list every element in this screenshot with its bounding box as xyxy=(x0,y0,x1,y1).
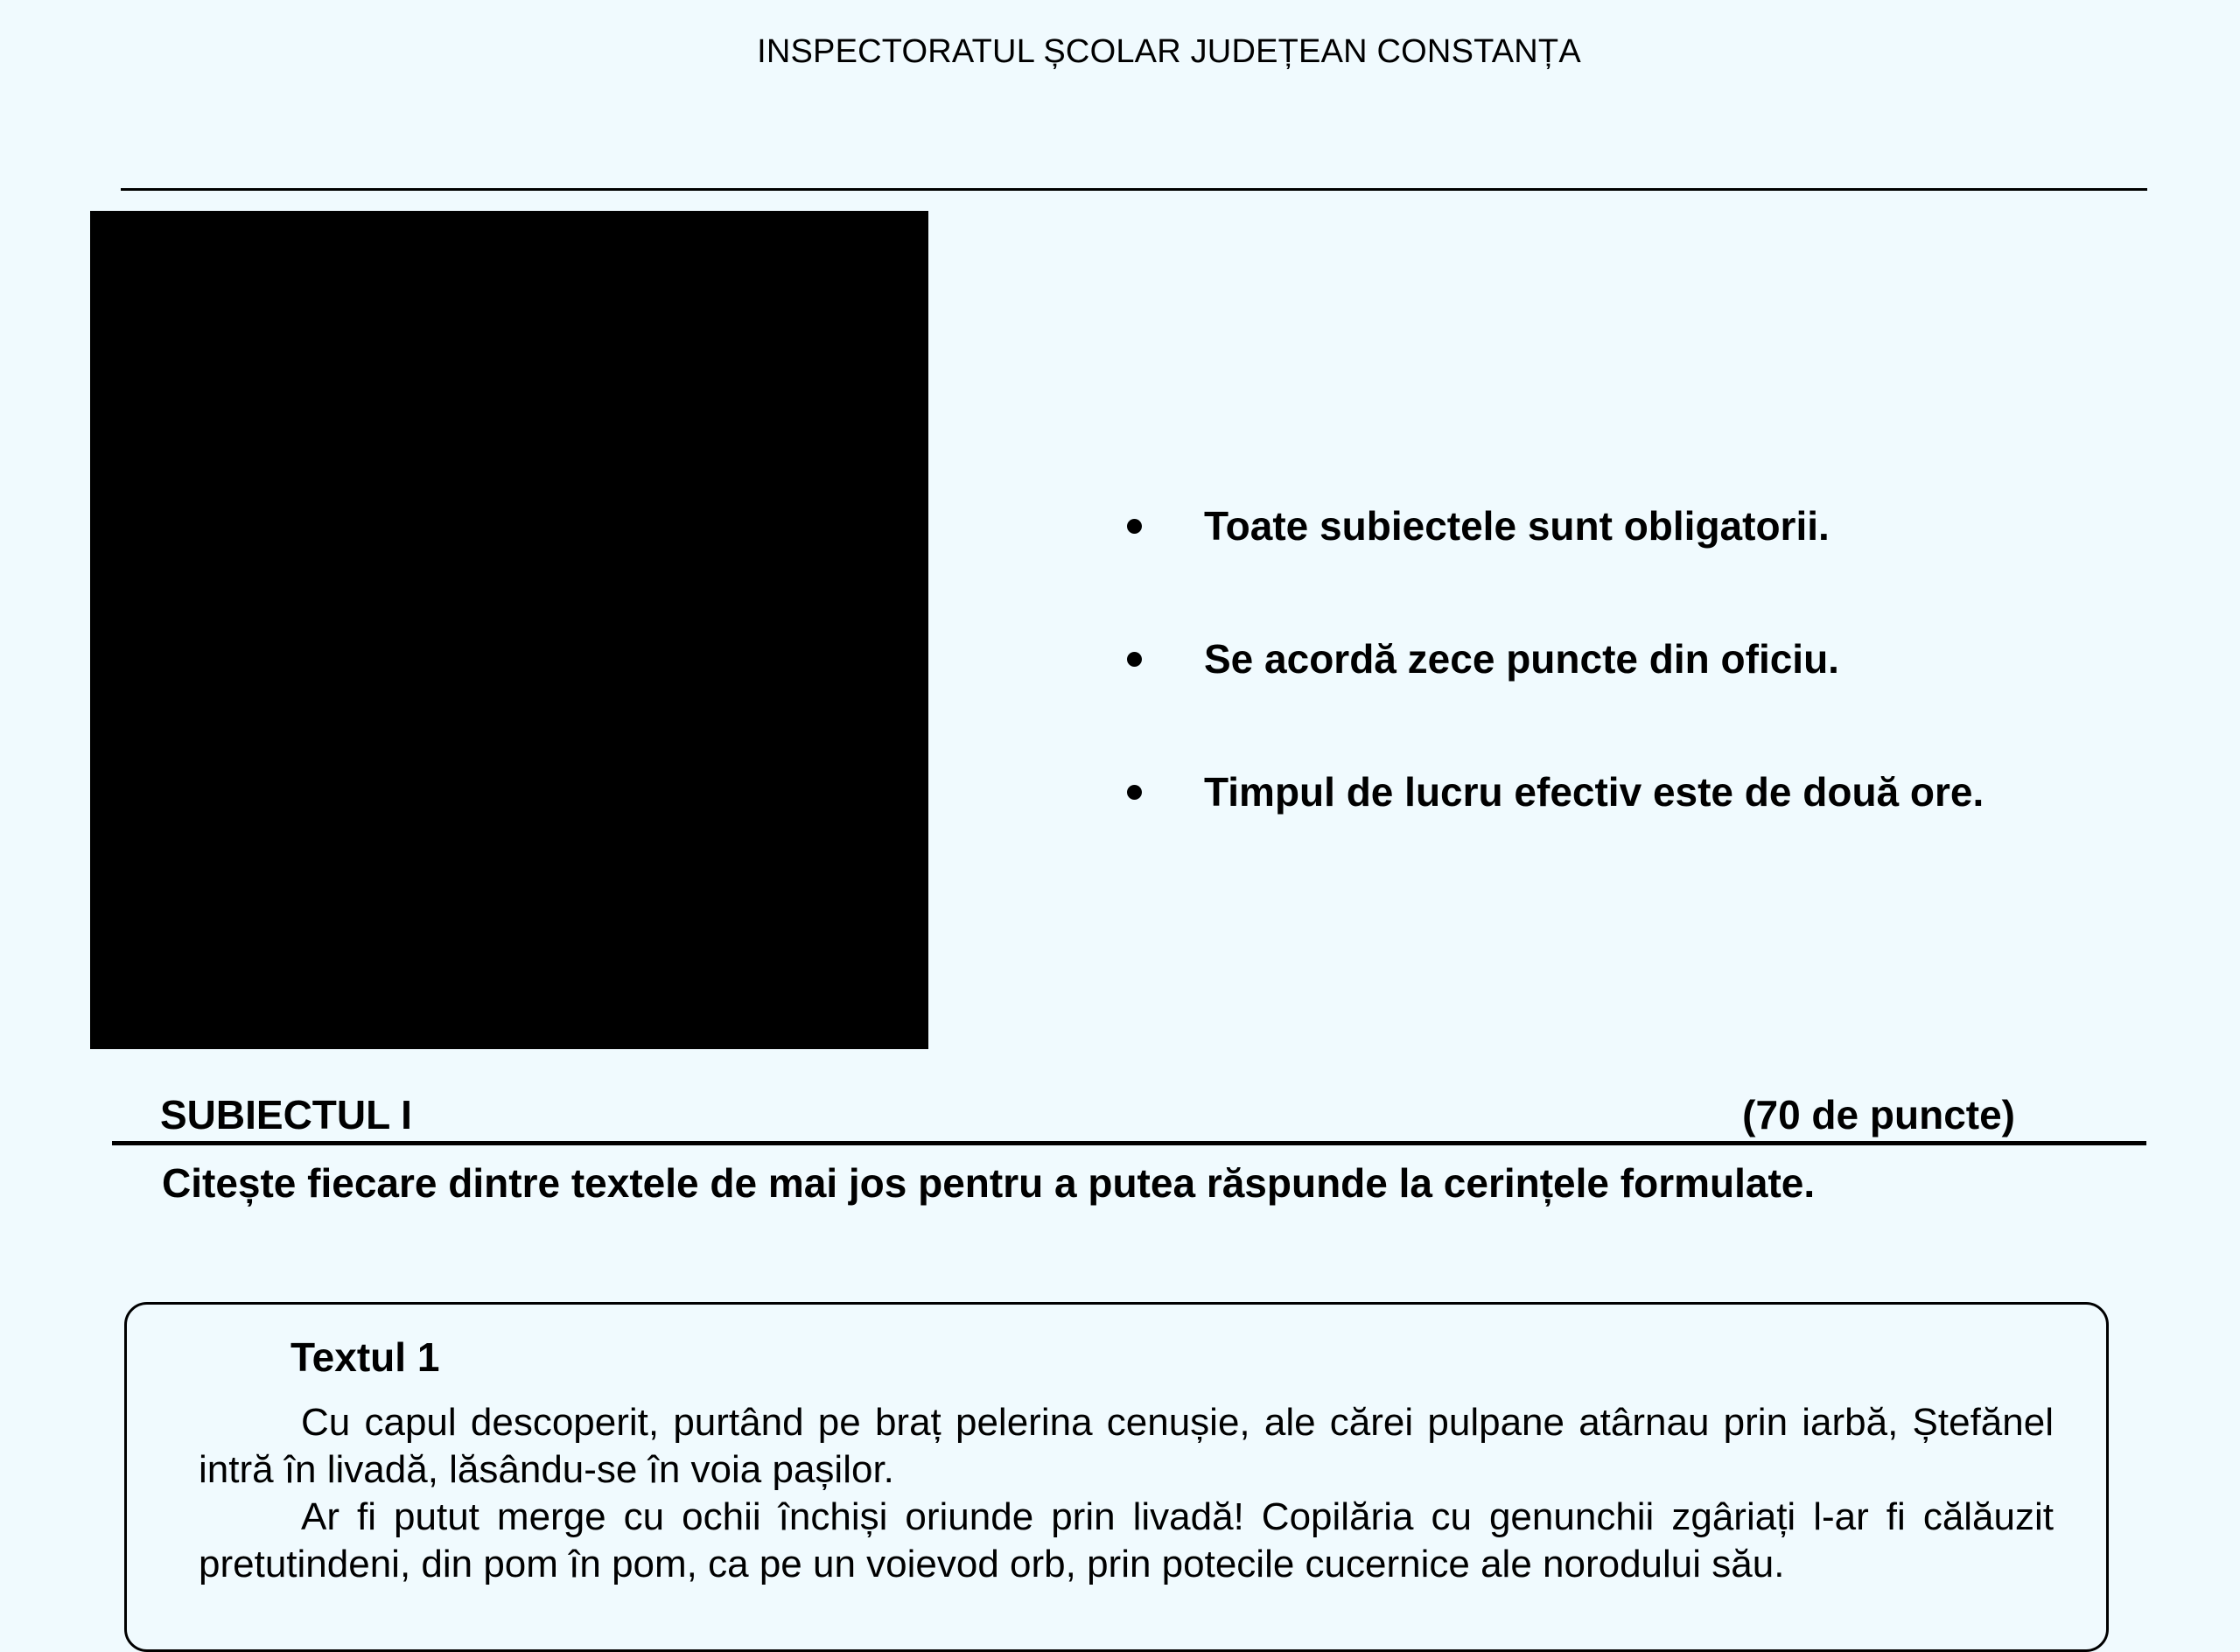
instructions-list xyxy=(1120,494,1984,893)
subject-divider xyxy=(112,1141,2146,1145)
instruction-text: Toate subiectele sunt obligatorii. xyxy=(1204,503,1830,549)
text-body xyxy=(199,1399,2054,1588)
redacted-block xyxy=(90,211,928,1049)
text-paragraph: Ar fi putut merge cu ochii închiși oriunde prin livadă! Copilăria cu genunchii zgâriați l-ar fi călăuzit pretutindeni, din pom în pom, ca pe un voievod orb, prin potecile cucernice ale norodului său. xyxy=(199,1495,2054,1586)
bullet-icon xyxy=(1127,652,1142,667)
instruction-text: Se acordă zece puncte din oficiu. xyxy=(1204,636,1839,682)
bullet-icon xyxy=(1127,519,1142,534)
instruction-item xyxy=(1120,627,1984,760)
instruction-text: Timpul de lucru efectiv este de două ore. xyxy=(1204,769,1984,815)
subject-instruction: Citește fiecare dintre textele de mai jos pentru a putea răspunde la cerințele formulate. xyxy=(162,1160,1816,1206)
instruction-item xyxy=(1120,760,1984,893)
text-heading: Textul 1 xyxy=(290,1334,440,1380)
bullet-icon xyxy=(1127,785,1142,800)
subject-title: SUBIECTUL I xyxy=(160,1092,412,1138)
subject-points: (70 de puncte) xyxy=(1742,1092,2015,1138)
subject-header xyxy=(160,1091,2015,1144)
instruction-item xyxy=(1120,494,1984,627)
header-title: INSPECTORATUL ȘCOLAR JUDEȚEAN CONSTANȚA xyxy=(757,33,1581,70)
text-paragraph: Cu capul descoperit, purtând pe braț pelerina cenușie, ale cărei pulpane atârnau prin iarbă, Ștefănel intră în livadă, lăsându-se în voia pașilor. xyxy=(199,1401,2054,1491)
header-divider xyxy=(121,188,2147,191)
